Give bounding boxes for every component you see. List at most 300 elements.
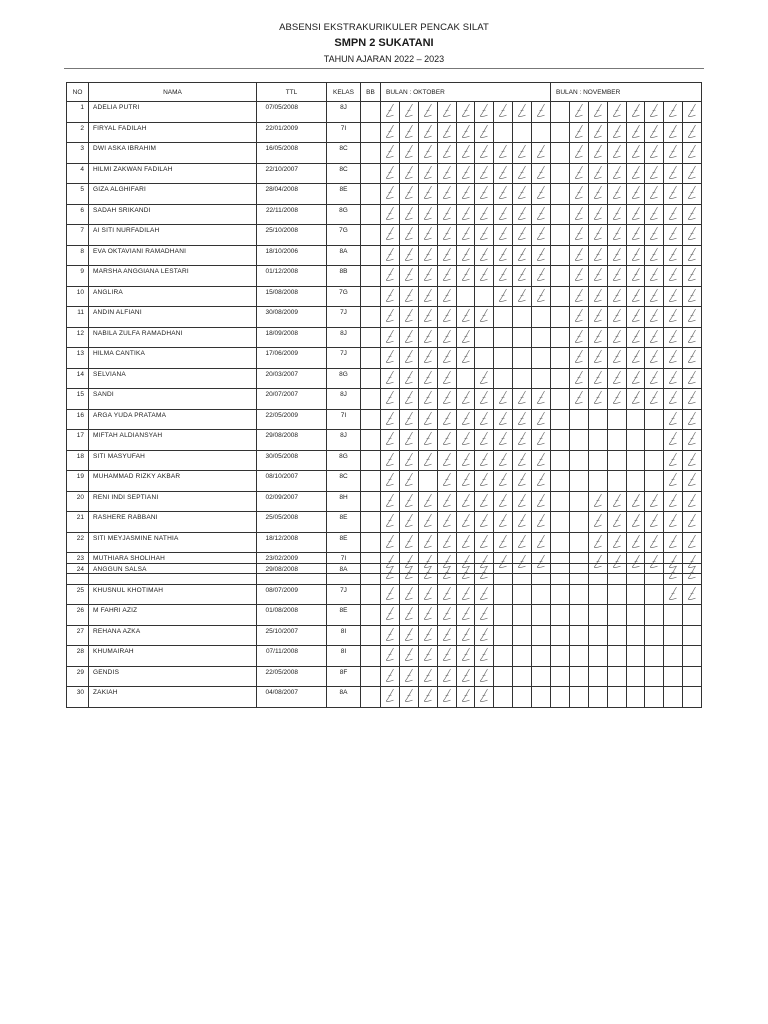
attendance-check-icon	[516, 390, 528, 405]
attendance-cell	[569, 532, 588, 553]
attendance-cell	[607, 307, 626, 328]
attendance-cell	[456, 327, 475, 348]
attendance-check-icon	[497, 103, 509, 118]
row-no: 1	[67, 102, 89, 123]
attendance-cell	[418, 286, 437, 307]
table-row	[67, 512, 702, 533]
attendance-check-icon	[460, 144, 472, 159]
row-bb	[361, 389, 381, 410]
row-bb	[361, 225, 381, 246]
row-nama: ANGLIRA	[89, 286, 257, 307]
attendance-check-icon	[592, 493, 604, 508]
attendance-cell	[569, 687, 588, 708]
attendance-cell	[607, 409, 626, 430]
row-nama: GIZA ALGHIFARI	[89, 184, 257, 205]
attendance-check-icon	[592, 390, 604, 405]
row-nama: HILMA CANTIKA	[89, 348, 257, 369]
attendance-check-icon	[648, 226, 660, 241]
attendance-check-icon	[403, 390, 415, 405]
attendance-check-icon	[497, 185, 509, 200]
attendance-check-icon	[573, 165, 585, 180]
attendance-check-icon	[403, 688, 415, 703]
attendance-check-icon	[686, 534, 698, 549]
attendance-cell	[626, 409, 645, 430]
attendance-check-icon	[630, 513, 642, 528]
attendance-cell	[588, 532, 607, 553]
attendance-cell	[532, 625, 551, 646]
row-bb	[361, 286, 381, 307]
attendance-cell	[645, 368, 664, 389]
attendance-cell	[551, 204, 570, 225]
row-no: 2	[67, 122, 89, 143]
attendance-check-icon	[403, 165, 415, 180]
attendance-cell	[551, 327, 570, 348]
attendance-check-icon	[460, 513, 472, 528]
attendance-cell	[645, 409, 664, 430]
attendance-check-icon	[535, 452, 547, 467]
attendance-cell	[551, 409, 570, 430]
row-kelas: 8A	[327, 687, 361, 708]
attendance-check-icon	[422, 247, 434, 262]
row-ttl: 29/08/2008	[257, 564, 327, 585]
attendance-check-icon	[422, 586, 434, 601]
attendance-cell	[513, 184, 532, 205]
attendance-cell	[626, 327, 645, 348]
row-ttl: 23/02/2009	[257, 553, 327, 574]
attendance-cell	[626, 389, 645, 410]
attendance-check-icon	[478, 493, 490, 508]
attendance-cell	[683, 348, 702, 369]
attendance-cell	[607, 532, 626, 553]
row-bb	[361, 666, 381, 687]
row-bb	[361, 512, 381, 533]
attendance-check-icon	[573, 226, 585, 241]
attendance-cell	[437, 646, 456, 667]
attendance-cell	[399, 491, 418, 512]
attendance-cell	[532, 532, 551, 553]
row-ttl: 25/05/2008	[257, 512, 327, 533]
attendance-cell	[437, 143, 456, 164]
attendance-check-icon	[630, 247, 642, 262]
attendance-cell	[551, 245, 570, 266]
attendance-cell	[532, 666, 551, 687]
attendance-cell	[532, 245, 551, 266]
attendance-check-icon	[535, 206, 547, 221]
attendance-check-icon	[497, 206, 509, 221]
attendance-cell	[494, 266, 513, 287]
attendance-check-icon	[535, 493, 547, 508]
attendance-check-icon	[384, 308, 396, 323]
row-kelas: 7G	[327, 225, 361, 246]
row-nama: SITI MASYUFAH	[89, 450, 257, 471]
attendance-check-icon	[611, 185, 623, 200]
attendance-cell	[437, 605, 456, 626]
attendance-cell	[664, 163, 683, 184]
attendance-cell	[645, 225, 664, 246]
attendance-check-icon	[403, 627, 415, 642]
attendance-cell	[418, 143, 437, 164]
attendance-cell	[683, 584, 702, 605]
table-row	[67, 491, 702, 512]
attendance-cell	[381, 389, 400, 410]
attendance-cell	[683, 491, 702, 512]
attendance-cell	[607, 122, 626, 143]
attendance-cell	[626, 245, 645, 266]
attendance-check-icon	[497, 493, 509, 508]
attendance-cell	[569, 204, 588, 225]
attendance-check-icon	[535, 267, 547, 282]
attendance-cell	[381, 348, 400, 369]
attendance-cell	[381, 687, 400, 708]
row-bb	[361, 532, 381, 553]
attendance-cell	[532, 687, 551, 708]
attendance-check-icon	[667, 329, 679, 344]
attendance-cell	[399, 564, 418, 585]
attendance-cell	[645, 102, 664, 123]
attendance-check-icon	[686, 431, 698, 446]
attendance-check-icon	[441, 206, 453, 221]
row-nama: MUHAMMAD RIZKY AKBAR	[89, 471, 257, 492]
attendance-check-icon	[403, 247, 415, 262]
table-row	[67, 102, 702, 123]
attendance-check-icon	[403, 185, 415, 200]
attendance-cell	[399, 327, 418, 348]
attendance-cell	[569, 450, 588, 471]
attendance-cell	[437, 666, 456, 687]
attendance-cell	[381, 409, 400, 430]
attendance-cell	[418, 163, 437, 184]
attendance-check-icon	[630, 390, 642, 405]
attendance-cell	[569, 409, 588, 430]
row-bb	[361, 184, 381, 205]
attendance-cell	[532, 430, 551, 451]
attendance-cell	[551, 348, 570, 369]
row-bb	[361, 450, 381, 471]
attendance-check-icon	[422, 411, 434, 426]
row-no: 7	[67, 225, 89, 246]
attendance-cell	[494, 646, 513, 667]
row-ttl: 01/08/2008	[257, 605, 327, 626]
attendance-cell	[475, 471, 494, 492]
attendance-check-icon	[478, 586, 490, 601]
attendance-check-icon	[441, 165, 453, 180]
attendance-cell	[437, 225, 456, 246]
attendance-cell	[494, 368, 513, 389]
attendance-check-icon	[478, 247, 490, 262]
attendance-check-icon	[460, 668, 472, 683]
attendance-check-icon	[460, 586, 472, 601]
attendance-cell	[645, 122, 664, 143]
attendance-check-icon	[648, 390, 660, 405]
attendance-cell	[588, 163, 607, 184]
row-bb	[361, 327, 381, 348]
attendance-cell	[551, 225, 570, 246]
row-no: 4	[67, 163, 89, 184]
attendance-cell	[399, 163, 418, 184]
attendance-cell	[569, 245, 588, 266]
attendance-check-icon	[630, 103, 642, 118]
table-header-row	[67, 83, 702, 102]
attendance-check-icon	[384, 431, 396, 446]
attendance-cell	[569, 625, 588, 646]
attendance-cell	[475, 512, 494, 533]
attendance-cell	[626, 430, 645, 451]
attendance-check-icon	[441, 370, 453, 385]
attendance-cell	[664, 184, 683, 205]
attendance-check-icon	[648, 513, 660, 528]
attendance-check-icon	[592, 308, 604, 323]
attendance-check-icon	[667, 349, 679, 364]
row-ttl: 28/04/2008	[257, 184, 327, 205]
attendance-cell	[381, 368, 400, 389]
attendance-check-icon	[592, 165, 604, 180]
attendance-cell	[551, 266, 570, 287]
attendance-cell	[532, 122, 551, 143]
attendance-cell	[626, 666, 645, 687]
attendance-cell	[683, 512, 702, 533]
row-bb	[361, 605, 381, 626]
row-no: 14	[67, 368, 89, 389]
attendance-cell	[381, 646, 400, 667]
attendance-check-icon	[497, 534, 509, 549]
attendance-check-icon	[516, 513, 528, 528]
attendance-check-icon	[686, 103, 698, 118]
attendance-check-icon	[478, 452, 490, 467]
attendance-cell	[626, 532, 645, 553]
attendance-check-icon	[573, 267, 585, 282]
attendance-cell	[494, 605, 513, 626]
attendance-check-icon	[592, 288, 604, 303]
attendance-cell	[418, 184, 437, 205]
attendance-check-icon	[497, 144, 509, 159]
attendance-check-icon	[384, 647, 396, 662]
attendance-check-icon	[460, 226, 472, 241]
attendance-cell	[532, 286, 551, 307]
attendance-cell	[626, 122, 645, 143]
attendance-cell	[588, 409, 607, 430]
attendance-cell	[551, 584, 570, 605]
attendance-cell	[588, 389, 607, 410]
attendance-cell	[569, 307, 588, 328]
attendance-cell	[456, 389, 475, 410]
row-ttl: 30/05/2008	[257, 450, 327, 471]
attendance-cell	[588, 687, 607, 708]
attendance-check-icon	[648, 534, 660, 549]
school-name: SMPN 2 SUKATANI	[334, 37, 434, 49]
row-ttl: 04/08/2007	[257, 687, 327, 708]
attendance-cell	[551, 286, 570, 307]
attendance-check-icon	[384, 688, 396, 703]
attendance-cell	[626, 687, 645, 708]
attendance-check-icon	[630, 206, 642, 221]
attendance-cell	[569, 102, 588, 123]
header-divider	[64, 68, 704, 69]
row-no: 9	[67, 266, 89, 287]
attendance-check-icon	[497, 452, 509, 467]
attendance-check-icon	[667, 124, 679, 139]
attendance-check-icon	[441, 431, 453, 446]
attendance-cell	[664, 225, 683, 246]
row-ttl: 22/05/2008	[257, 666, 327, 687]
attendance-cell	[475, 348, 494, 369]
row-ttl: 22/10/2007	[257, 163, 327, 184]
attendance-check-icon	[592, 226, 604, 241]
attendance-cell	[475, 245, 494, 266]
attendance-cell	[551, 163, 570, 184]
attendance-cell	[569, 327, 588, 348]
row-bb	[361, 266, 381, 287]
attendance-table-part1	[66, 82, 702, 574]
col-kelas-header: KELAS	[327, 83, 361, 102]
attendance-check-icon	[592, 329, 604, 344]
attendance-cell	[437, 348, 456, 369]
attendance-check-icon	[611, 288, 623, 303]
row-kelas: 7I	[327, 553, 361, 574]
attendance-cell	[532, 307, 551, 328]
attendance-cell	[475, 491, 494, 512]
attendance-cell	[645, 184, 664, 205]
attendance-check-icon	[384, 668, 396, 683]
attendance-check-icon	[478, 124, 490, 139]
row-kelas: 8G	[327, 204, 361, 225]
attendance-check-icon	[573, 124, 585, 139]
attendance-cell	[418, 409, 437, 430]
attendance-cell	[588, 625, 607, 646]
row-nama: HILMI ZAKWAN FADILAH	[89, 163, 257, 184]
row-nama: KHUSNUL KHOTIMAH	[89, 584, 257, 605]
row-ttl: 20/03/2007	[257, 368, 327, 389]
attendance-check-icon	[422, 329, 434, 344]
attendance-cell	[494, 245, 513, 266]
attendance-cell	[513, 225, 532, 246]
row-kelas: 8E	[327, 512, 361, 533]
row-kelas: 8A	[327, 564, 361, 585]
attendance-cell	[664, 266, 683, 287]
attendance-cell	[418, 204, 437, 225]
attendance-check-icon	[441, 103, 453, 118]
attendance-check-icon	[686, 144, 698, 159]
attendance-cell	[418, 266, 437, 287]
row-no: 13	[67, 348, 89, 369]
attendance-check-icon	[422, 103, 434, 118]
attendance-cell	[664, 409, 683, 430]
attendance-check-icon	[667, 226, 679, 241]
attendance-cell	[513, 122, 532, 143]
attendance-cell	[607, 564, 626, 585]
attendance-cell	[683, 666, 702, 687]
attendance-check-icon	[535, 185, 547, 200]
attendance-check-icon	[648, 185, 660, 200]
col-ttl-header: TTL	[257, 83, 327, 102]
attendance-check-icon	[478, 565, 490, 580]
attendance-cell	[664, 512, 683, 533]
attendance-check-icon	[573, 349, 585, 364]
attendance-check-icon	[516, 103, 528, 118]
attendance-cell	[645, 327, 664, 348]
row-no: 11	[67, 307, 89, 328]
attendance-cell	[513, 102, 532, 123]
attendance-cell	[456, 605, 475, 626]
attendance-cell	[418, 368, 437, 389]
attendance-cell	[588, 266, 607, 287]
attendance-check-icon	[516, 144, 528, 159]
attendance-check-icon	[403, 103, 415, 118]
attendance-check-icon	[422, 565, 434, 580]
attendance-check-icon	[516, 411, 528, 426]
attendance-cell	[683, 225, 702, 246]
attendance-check-icon	[403, 668, 415, 683]
attendance-check-icon	[403, 411, 415, 426]
row-bb	[361, 625, 381, 646]
attendance-cell	[381, 430, 400, 451]
attendance-cell	[381, 266, 400, 287]
attendance-cell	[683, 409, 702, 430]
attendance-cell	[626, 225, 645, 246]
row-no: 21	[67, 512, 89, 533]
attendance-check-icon	[667, 267, 679, 282]
attendance-cell	[626, 163, 645, 184]
attendance-check-icon	[516, 431, 528, 446]
attendance-cell	[381, 491, 400, 512]
attendance-cell	[607, 666, 626, 687]
attendance-cell	[381, 102, 400, 123]
attendance-check-icon	[667, 431, 679, 446]
attendance-cell	[626, 564, 645, 585]
attendance-check-icon	[516, 206, 528, 221]
attendance-check-icon	[478, 390, 490, 405]
attendance-check-icon	[384, 349, 396, 364]
attendance-check-icon	[648, 103, 660, 118]
attendance-cell	[532, 204, 551, 225]
row-nama: GENDIS	[89, 666, 257, 687]
attendance-check-icon	[497, 267, 509, 282]
attendance-check-icon	[535, 431, 547, 446]
row-kelas: 8G	[327, 450, 361, 471]
attendance-check-icon	[686, 493, 698, 508]
attendance-cell	[456, 584, 475, 605]
attendance-cell	[569, 666, 588, 687]
attendance-cell	[494, 430, 513, 451]
attendance-check-icon	[422, 165, 434, 180]
attendance-cell	[475, 605, 494, 626]
row-nama: MUTHIARA SHOLIHAH	[89, 553, 257, 574]
row-kelas: 8G	[327, 368, 361, 389]
attendance-cell	[381, 564, 400, 585]
row-no: 3	[67, 143, 89, 164]
table-row	[67, 564, 702, 585]
attendance-check-icon	[573, 329, 585, 344]
row-bb	[361, 687, 381, 708]
row-no: 23	[67, 553, 89, 574]
attendance-cell	[645, 625, 664, 646]
attendance-cell	[381, 532, 400, 553]
attendance-cell	[418, 471, 437, 492]
attendance-check-icon	[630, 165, 642, 180]
attendance-check-icon	[478, 513, 490, 528]
attendance-cell	[664, 327, 683, 348]
row-bb	[361, 584, 381, 605]
attendance-cell	[494, 471, 513, 492]
attendance-check-icon	[667, 390, 679, 405]
attendance-check-icon	[478, 165, 490, 180]
attendance-check-icon	[403, 124, 415, 139]
attendance-cell	[588, 327, 607, 348]
row-bb	[361, 368, 381, 389]
row-nama: SANDI	[89, 389, 257, 410]
attendance-cell	[532, 389, 551, 410]
attendance-check-icon	[535, 247, 547, 262]
attendance-cell	[399, 368, 418, 389]
